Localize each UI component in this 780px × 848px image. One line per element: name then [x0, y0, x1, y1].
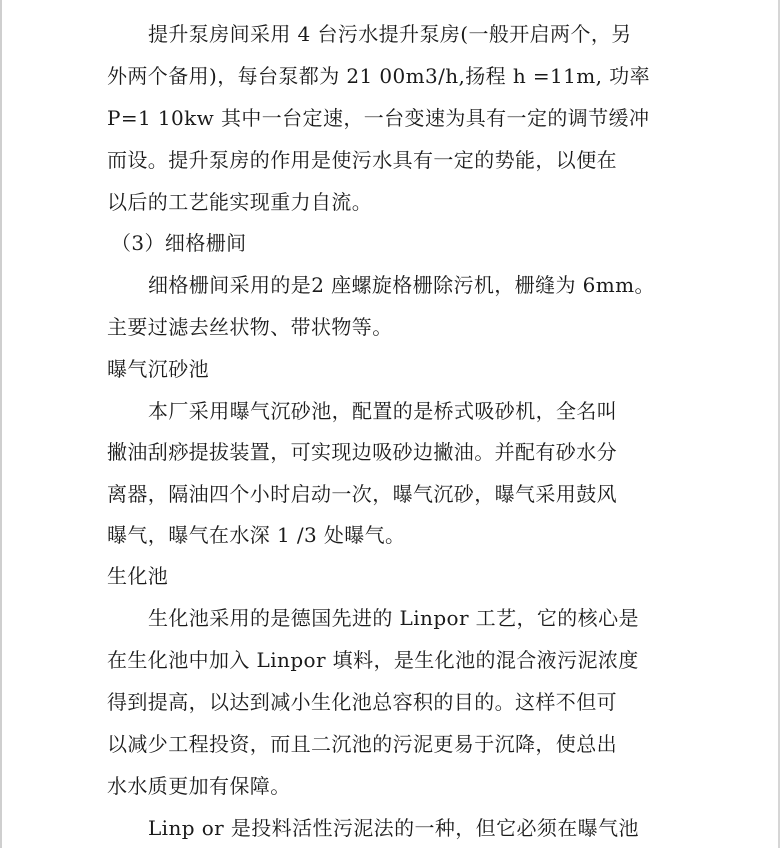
paragraph-grit-chamber-line-1: 本厂采用曝气沉砂池，配置的是桥式吸砂机，全名叫 — [148, 399, 618, 423]
paragraph-fine-screen-line-2: 主要过滤去丝状物、带状物等。 — [107, 315, 393, 339]
paragraph-pump-room-line-1: 提升泵房间采用 4 台污水提升泵房(一般开启两个，另 — [148, 22, 632, 46]
paragraph-grit-chamber-line-2: 撇油刮痧提拔装置，可实现边吸砂边撇油。并配有砂水分 — [107, 440, 617, 464]
paragraph-pump-room-line-4: 而设。提升泵房的作用是使污水具有一定的势能，以便在 — [107, 148, 617, 172]
paragraph-biochemical-line-1: 生化池采用的是德国先进的 Linpor 工艺，它的核心是 — [148, 606, 639, 630]
paragraph-pump-room-line-2: 外两个备用)，每台泵都为 21 00m3/h,扬程 h =11m, 功率 — [107, 64, 650, 88]
paragraph-biochemical-line-5: 水水质更加有保障。 — [107, 774, 291, 798]
paragraph-pump-room-line-5: 以后的工艺能实现重力自流。 — [107, 190, 373, 214]
section-heading-aerated-grit-chamber: 曝气沉砂池 — [107, 357, 209, 381]
page-left-border — [0, 0, 2, 848]
section-heading-biochemical-tank: 生化池 — [107, 564, 169, 588]
paragraph-biochemical-line-3: 得到提高，以达到减小生化池总容积的目的。这样不但可 — [107, 690, 617, 714]
paragraph-biochemical-line-2: 在生化池中加入 Linpor 填料，是生化池的混合液污泥浓度 — [107, 648, 639, 672]
paragraph-fine-screen-line-1: 细格栅间采用的是2 座螺旋格栅除污机，栅缝为 6mm。 — [148, 273, 655, 297]
section-heading-fine-screen: （3）细格栅间 — [111, 231, 247, 255]
paragraph-linpor-line-1: Linp or 是投料活性污泥法的一种，但它必须在曝气池 — [148, 816, 639, 840]
paragraph-pump-room-line-3: P=1 10kw 其中一台定速，一台变速为具有一定的调节缓冲 — [107, 106, 650, 130]
paragraph-grit-chamber-line-3: 离器，隔油四个小时启动一次，曝气沉砂，曝气采用鼓风 — [107, 482, 617, 506]
paragraph-grit-chamber-line-4: 曝气，曝气在水深 1 /3 处曝气。 — [107, 523, 406, 547]
paragraph-biochemical-line-4: 以减少工程投资，而且二沉池的污泥更易于沉降，使总出 — [107, 732, 617, 756]
